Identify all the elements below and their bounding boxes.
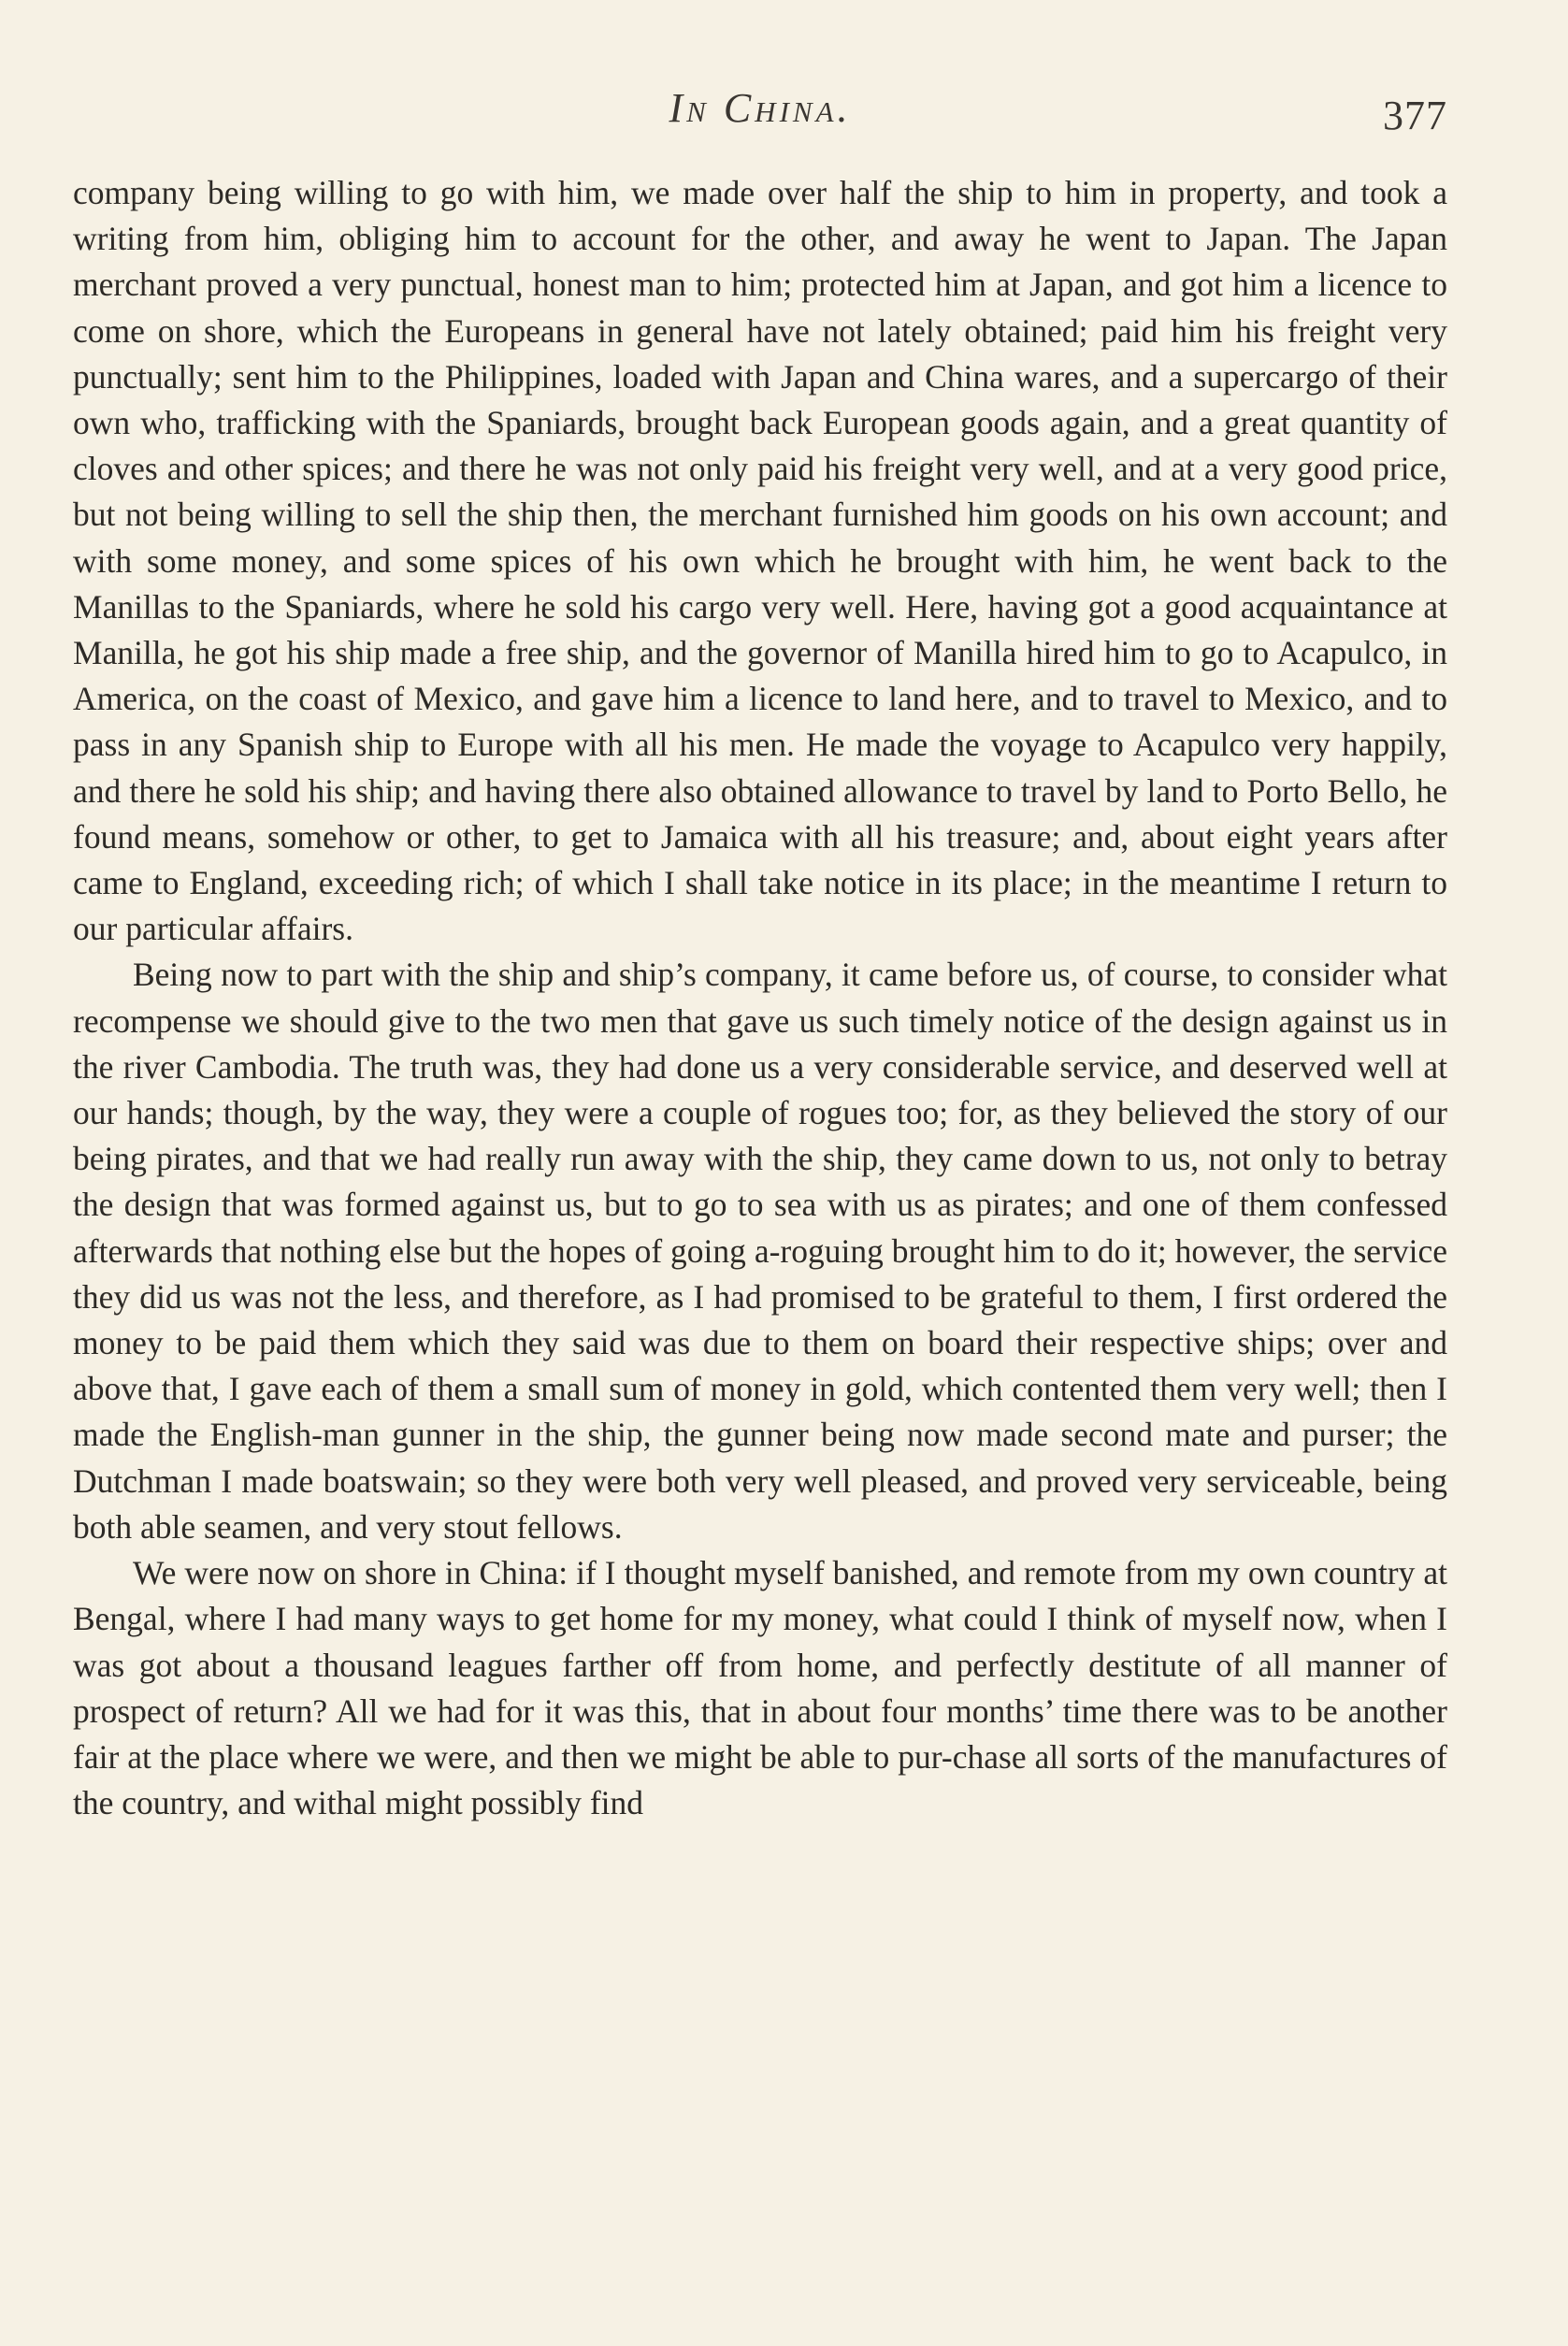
body-text <box>73 170 1447 1826</box>
book-page <box>73 84 1447 2310</box>
running-title: In China. <box>669 85 852 131</box>
paragraph-2: Being now to part with the ship and ship’s company, it came before us, of course, to consider what recompense we should give to the two men that gave us such timely notice of the design against us in the river Cambodia. The truth was, they had done us a very considerable service, and deserved well at our hands; though, by the way, they were a couple of rogues too; for, as they believed the story of our being pirates, and that we had really run away with the ship, they came down to us, not only to betray the design that was formed against us, but to go to sea with us as pirates; and one of them confessed afterwards that nothing else but the hopes of going a-roguing brought him to do it; however, the service they did us was not the less, and therefore, as I had promised to be grateful to them, I first ordered the money to be paid them which they said was due to them on board their respective ships; over and above that, I gave each of them a small sum of money in gold, which contented them very well; then I made the English-man gunner in the ship, the gunner being now made second mate and purser; the Dutchman I made boatswain; so they were both very well pleased, and proved very serviceable, being both able seamen, and very stout fellows. <box>73 956 1447 1546</box>
paragraph-1: company being willing to go with him, we made over half the ship to him in property, and took a writing from him, obliging him to account for the other, and away he went to Japan. The Japan merchant proved a very punctual, honest man to him; protected him at Japan, and got him a licence to come on shore, which the Europeans in general have not lately obtained; paid him his freight very punctually; sent him to the Philippines, loaded with Japan and China wares, and a supercargo of their own who, trafficking with the Spaniards, brought back European goods again, and a great quantity of cloves and other spices; and there he was not only paid his freight very well, and at a very good price, but not being willing to sell the ship then, the merchant furnished him goods on his own account; and with some money, and some spices of his own which he brought with him, he went back to the Manillas to the Spaniards, where he sold his cargo very well. Here, having got a good acquaintance at Manilla, he got his ship made a free ship, and the governor of Manilla hired him to go to Acapulco, in America, on the coast of Mexico, and gave him a licence to land here, and to travel to Mexico, and to pass in any Spanish ship to Europe with all his men. He made the voyage to Acapulco very happily, and there he sold his ship; and having there also obtained allowance to travel by land to Porto Bello, he found means, somehow or other, to get to Jamaica with all his treasure; and, about eight years after came to England, exceeding rich; of which I shall take notice in its place; in the meantime I return to our particular affairs. <box>73 174 1447 948</box>
running-head <box>73 84 1447 170</box>
page-number: 377 <box>1383 93 1447 138</box>
paragraph-3: We were now on shore in China: if I thought myself banished, and remote from my own country at Bengal, where I had many ways to get home for my money, what could I think of myself now, when I was got about a thousand leagues farther off from home, and perfectly destitute of all manner of prospect of return? All we had for it was this, that in about four months’ time there was to be another fair at the place where we were, and then we might be able to pur-chase all sorts of the manufactures of the country, and withal might possibly find <box>73 1554 1447 1822</box>
